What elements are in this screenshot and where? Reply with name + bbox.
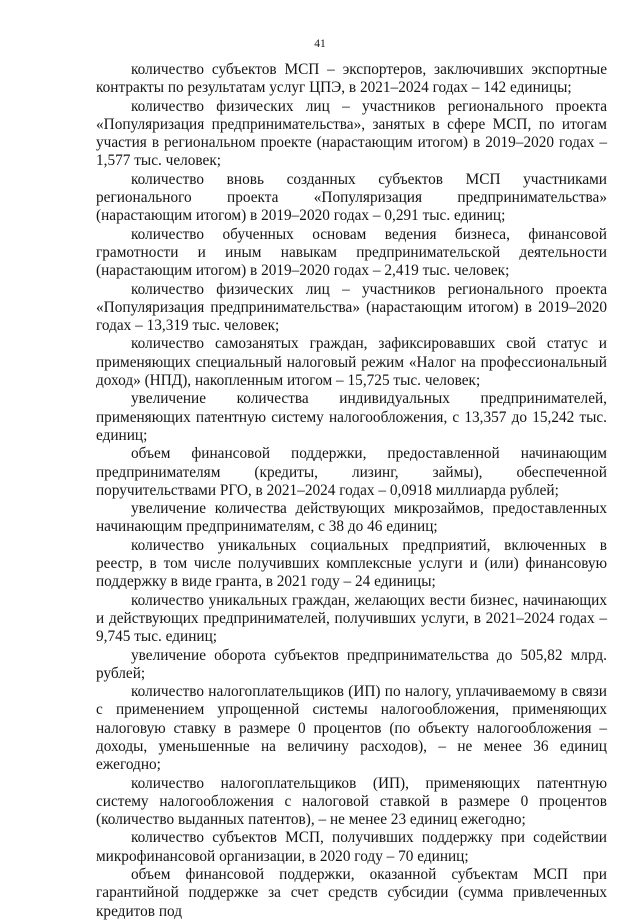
paragraph-project-participants-employed: количество физических лиц – участников регионального проекта «Популяризация предпринимательства», занятых в сфере МСП, по итогам участия в региональном проекте (нарастающим итогом) в 2019–2020 годах – 1,577 тыс. человек;: [96, 97, 607, 170]
paragraph-patent-zero-rate: количество налогоплательщиков (ИП), применяющих патентную систему налогообложения с налоговой ставкой в размере 0 процентов (количество выданных патентов), – не менее 23 единиц ежегодно;: [96, 774, 607, 829]
paragraph-financial-support-rgo: объем финансовой поддержки, предоставленной начинающим предпринимателям (кредиты, лизинг, займы), обеспеченной поручительствами РГО, в 2021–2024 годах – 0,0918 миллиарда рублей;: [96, 445, 607, 499]
paragraph-turnover-growth: увеличение оборота субъектов предпринимательства до 505,82 млрд. рублей;: [96, 646, 607, 682]
paragraph-guarantee-support: объем финансовой поддержки, оказанной субъектам МСП при гарантийной поддержке за счет средств субсидии (сумма привлеченных кредитов под: [96, 866, 607, 920]
page-number: 41: [314, 38, 326, 50]
paragraph-trained-people: количество обученных основам ведения бизнеса, финансовой грамотности и иным навыкам предпринимательской деятельности (нарастающим итогом) в 2019–2020 годах – 2,419 тыс. человек;: [96, 225, 607, 280]
paragraph-patent-entrepreneurs: увеличение количества индивидуальных предпринимателей, применяющих патентную систему налогообложения, с 13,357 до 15,242 тыс. единиц;: [96, 390, 607, 444]
paragraph-self-employed: количество самозанятых граждан, зафиксировавших свой статус и применяющих специальный налоговый режим «Налог на профессиональный доход» (НПД), накопленным итогом – 15,725 тыс. человек;: [96, 335, 607, 390]
paragraph-microfinance-support: количество субъектов МСП, получивших поддержку при содействии микрофинансовой организации, в 2020 году – 70 единиц;: [96, 829, 607, 865]
body-text: [96, 61, 607, 921]
paragraph-new-smb-created: количество вновь созданных субъектов МСП участниками регионального проекта «Популяризация предпринимательства» (нарастающим итогом) в 2019–2020 годах – 0,291 тыс. единиц;: [96, 170, 607, 225]
paragraph-unique-citizens: количество уникальных граждан, желающих вести бизнес, начинающих и действующих предпринимателей, получивших услуги, в 2021–2024 годах – 9,745 тыс. единиц;: [96, 591, 607, 646]
paragraph-project-participants: количество физических лиц – участников регионального проекта «Популяризация предпринимательства» (нарастающим итогом) в 2019–2020 годах – 13,319 тыс. человек;: [96, 280, 607, 335]
paragraph-microloans: увеличение количества действующих микрозаймов, предоставленных начинающим предпринимателям, с 38 до 46 единиц;: [96, 500, 607, 536]
paragraph-exporters: количество субъектов МСП – экспортеров, заключивших экспортные контракты по результатам услуг ЦПЭ, в 2021–2024 годах – 142 единицы;: [96, 61, 607, 97]
paragraph-social-enterprises: количество уникальных социальных предприятий, включенных в реестр, в том числе получивших комплексные услуги и (или) финансовую поддержку в виде гранта, в 2021 году – 24 единицы;: [96, 536, 607, 591]
paragraph-usn-zero-rate: количество налогоплательщиков (ИП) по налогу, уплачиваемому в связи с применением упрощенной системы налогообложения, применяющих налоговую ставку в размере 0 процентов (по объекту налогообложения – доходы, уменьшенные на величину расходов), – не менее 36 единиц ежегодно;: [96, 683, 607, 774]
